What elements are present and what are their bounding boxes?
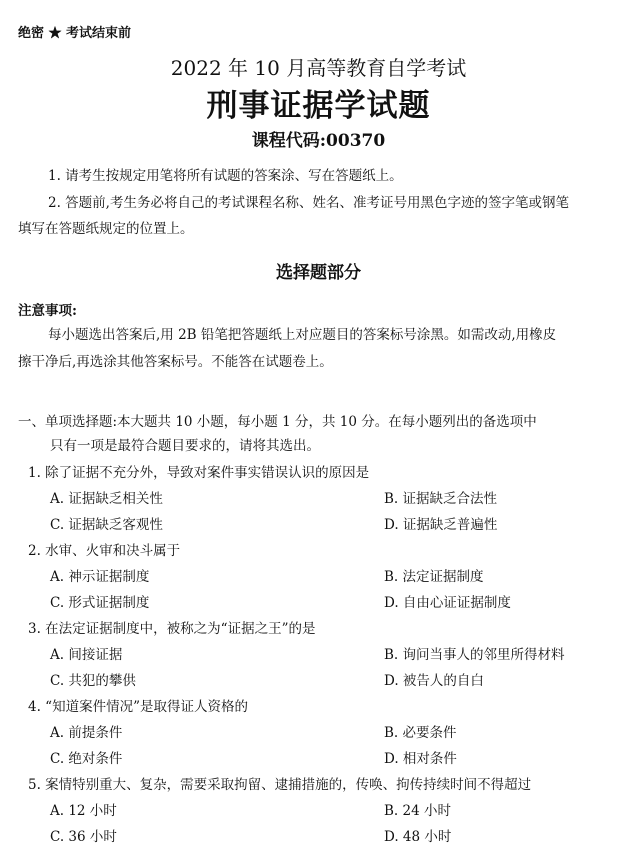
question-5-option-b: B. 24 小时 xyxy=(384,803,451,819)
question-1-option-d: D. 证据缺乏普遍性 xyxy=(384,517,498,533)
course-code: 课程代码:00370 xyxy=(251,131,386,151)
section-title: 选择题部分 xyxy=(276,263,361,283)
question-5-stem: 5. 案情特别重大、复杂，需要采取拘留、逮捕措施的，传唤、拘传持续时间不得超过 xyxy=(28,777,532,793)
secret-label: 绝密 ★ 考试结束前 xyxy=(18,26,132,41)
question-3-option-b: B. 询问当事人的邻里所得材料 xyxy=(384,647,565,663)
part-one-heading xyxy=(18,410,628,458)
question-2-stem: 2. 水审、火审和决斗属于 xyxy=(28,543,181,559)
instruction-2-line1: 2. 答题前,考生务必将自己的考试课程名称、姓名、准考证号用黑色字迹的签字笔或钢笔 xyxy=(48,195,569,211)
part-one-heading-line2: 只有一项是最符合题目要求的，请将其选出。 xyxy=(50,438,320,454)
question-5-option-d: D. 48 小时 xyxy=(384,829,452,845)
question-4-option-c: C. 绝对条件 xyxy=(50,751,123,767)
question-2-option-c: C. 形式证据制度 xyxy=(50,595,150,611)
question-4-option-d: D. 相对条件 xyxy=(384,751,457,767)
question-4-option-b: B. 必要条件 xyxy=(384,725,457,741)
instruction-1: 1. 请考生按规定用笔将所有试题的答案涂、写在答题纸上。 xyxy=(48,168,403,184)
question-3-option-a: A. 间接证据 xyxy=(50,647,123,663)
question-2-option-a: A. 神示证据制度 xyxy=(50,569,150,585)
question-1-stem: 1. 除了证据不充分外，导致对案件事实错误认识的原因是 xyxy=(28,465,370,481)
question-2-option-b: B. 法定证据制度 xyxy=(384,569,484,585)
question-4-option-a: A. 前提条件 xyxy=(50,725,123,741)
part-one-heading-line1: 一、单项选择题:本大题共 10 小题，每小题 1 分，共 10 分。在每小题列出的备选项中 xyxy=(18,414,537,430)
notice-label: 注意事项: xyxy=(18,303,77,319)
notice-line-2: 擦干净后,再选涂其他答案标号。不能答在试题卷上。 xyxy=(18,354,333,370)
question-4-stem: 4. “知道案件情况”是取得证人资格的 xyxy=(28,699,248,715)
question-2-option-d: D. 自由心证证据制度 xyxy=(384,595,511,611)
question-1-option-c: C. 证据缺乏客观性 xyxy=(50,517,163,533)
question-3-stem: 3. 在法定证据制度中，被称之为“证据之王”的是 xyxy=(28,621,316,637)
exam-title: 2022 年 10 月高等教育自学考试 xyxy=(170,56,467,80)
question-3-option-d: D. 被告人的自白 xyxy=(384,673,484,689)
subject-title: 刑事证据学试题 xyxy=(206,88,431,124)
question-1-option-b: B. 证据缺乏合法性 xyxy=(384,491,498,507)
question-5-option-c: C. 36 小时 xyxy=(50,829,117,845)
question-5-option-a: A. 12 小时 xyxy=(50,803,117,819)
instruction-2-line2: 填写在答题纸规定的位置上。 xyxy=(18,221,194,237)
question-3-option-c: C. 共犯的攀供 xyxy=(50,673,136,689)
notice-line-1: 每小题选出答案后,用 2B 铅笔把答题纸上对应题目的答案标号涂黑。如需改动,用橡皮 xyxy=(48,327,557,343)
question-1-option-a: A. 证据缺乏相关性 xyxy=(50,491,163,507)
